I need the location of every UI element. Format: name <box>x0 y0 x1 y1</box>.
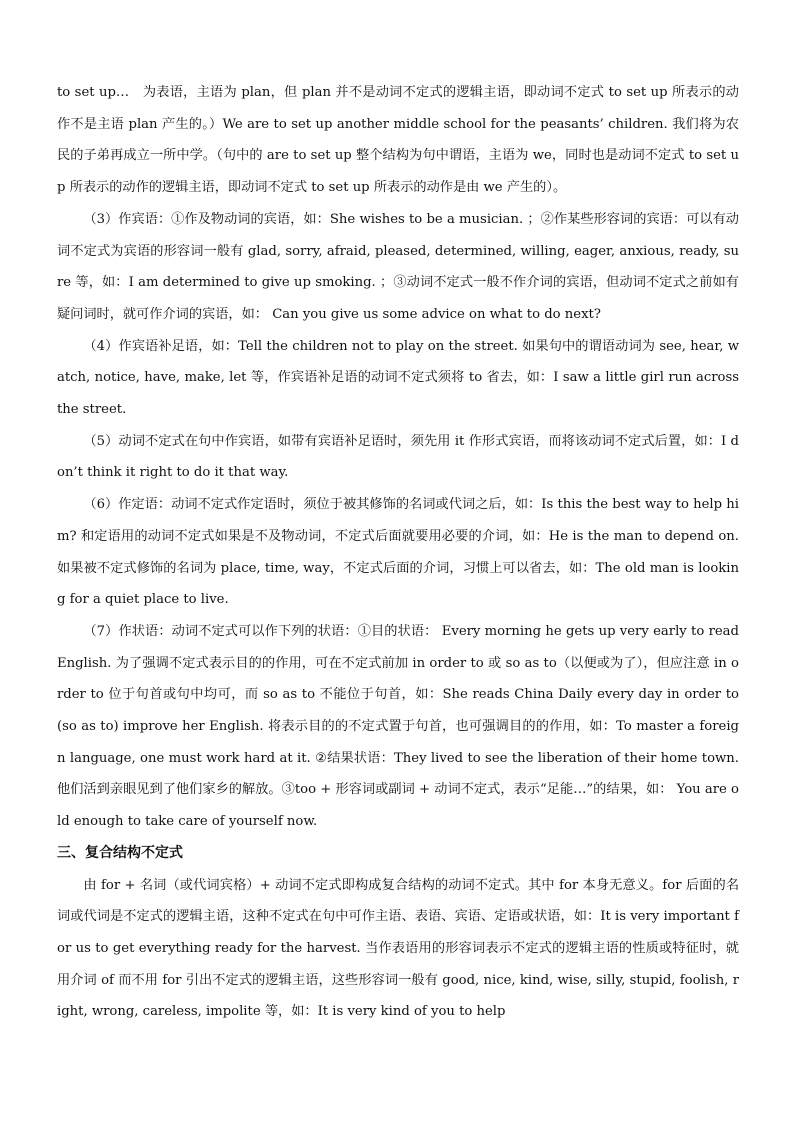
paragraph-attributive: （6）作定语：动词不定式作定语时，须位于被其修饰的名词或代词之后，如：Is this the best way to help him? 和定语用的动词不定式如果是不及物动词，不定式后面就要用必要的介词，如：He is the man to depend on. 如果被不定式修饰的名词为 place, time, way，不定式后面的介词，习惯上可以省去，如：The old man is looking for a quiet place to live. <box>57 497 739 608</box>
paragraph-formal-object: （5）动词不定式在句中作宾语，如带有宾语补足语时，须先用 it 作形式宾语，而将该动词不定式后置，如：I don’t think it right to do it that way. <box>57 433 739 481</box>
paragraph-adverbial: （7）作状语：动词不定式可以作下列的状语：①目的状语： Every morning he gets up very early to read English. 为了强调不定式表示目的的作用，可在不定式前加 in order to 或 so as to（以便或为了），但应注意 in order to 位于句首或句中均可，而 so as to 不能位于句首，如：She reads China Daily every day in order to (so as to) improve her English. 将表示目的的不定式置于句首，也可强调目的的作用，如：To master a foreign language, one must work hard at it. ②结果状语：They lived to see the liberation of their home town. 他们活到亲眼见到了他们家乡的解放。③too + 形容词或副词 + 动词不定式，表示“足能…”的结果，如： You are old enough to take care of yourself now. <box>57 623 739 830</box>
document-body <box>57 77 739 1028</box>
paragraph-object-complement: （4）作宾语补足语，如：Tell the children not to play on the street. 如果句中的谓语动词为 see, hear, watch, notice, have, make, let 等，作宾语补足语的动词不定式须将 to 省去，如：I saw a little girl run across the street. <box>57 338 739 418</box>
paragraph-object: （3）作宾语：①作及物动词的宾语，如：She wishes to be a musician. ；②作某些形容词的宾语：可以有动词不定式为宾语的形容词一般有 glad, sorry, afraid, pleased, determined, willing, eager, anxious, ready, sure 等，如：I am determined to give up smoking. ；③动词不定式一般不作介词的宾语，但动词不定式之前如有疑问词时，就可作介词的宾语，如： Can you give us some advice on what to do next? <box>57 211 739 322</box>
section-heading: 三、复合结构不定式 <box>57 844 183 861</box>
paragraph-compound-infinitive: 由 for + 名词（或代词宾格）+ 动词不定式即构成复合结构的动词不定式。其中 for 本身无意义。for 后面的名词或代词是不定式的逻辑主语，这种不定式在句中可作主语、表语、宾语、定语或状语，如：It is very important for us to get everything ready for the harvest. 当作表语用的形容词表示不定式的逻辑主语的性质或特征时，就用介词 of 而不用 for 引出不定式的逻辑主语，这些形容词一般有 good, nice, kind, wise, silly, stupid, foolish, right, wrong, careless, impolite 等，如：It is very kind of you to help <box>57 877 739 1020</box>
paragraph-predicative-continued: to set up… 为表语，主语为 plan，但 plan 并不是动词不定式的逻辑主语，即动词不定式 to set up 所表示的动作不是主语 plan 产生的。）We are to set up another middle school for the peasants’ children. 我们将为农民的子弟再成立一所中学。（句中的 are to set up 整个结构为句中谓语，主语为 we，同时也是动词不定式 to set up 所表示的动作的逻辑主语，即动词不定式 to set up 所表示的动作是由 we 产生的）。 <box>57 85 739 196</box>
